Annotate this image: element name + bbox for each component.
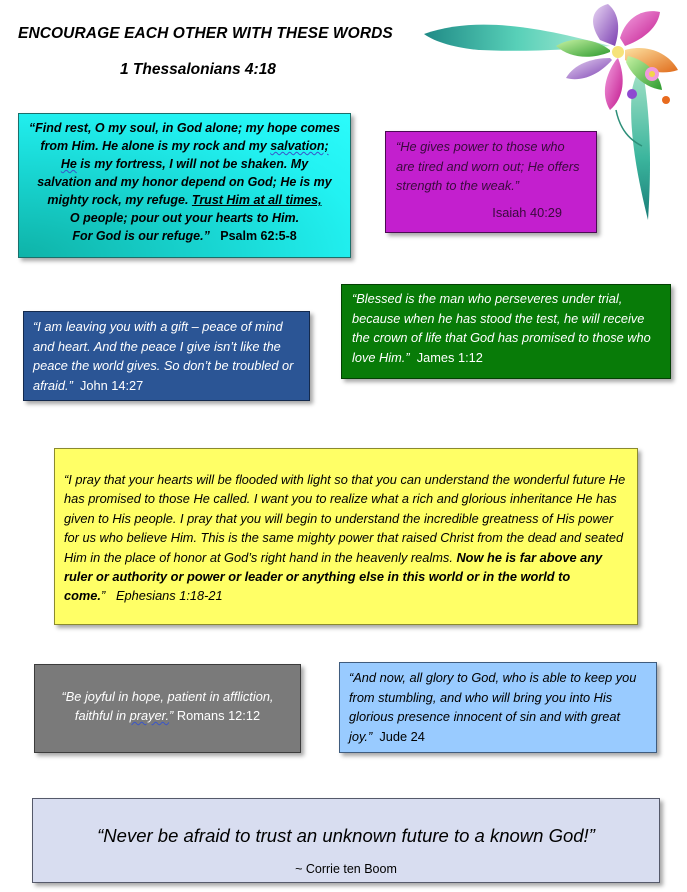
psalm-line-4: salvation and my honor depend on God; He is my [37, 175, 332, 189]
romans-closing-quote: ” [169, 708, 174, 723]
john-verse-text: “I am leaving you with a gift – peace of mind and heart. And the peace I give isn’t like the peace the world gives. So don’t be troubled or afraid.” [33, 319, 294, 393]
psalm-line-3: is my fortress, I will not be shaken. My [76, 157, 309, 171]
ephesians-reference: Ephesians 1:18-21 [115, 588, 223, 604]
closing-quote-text: “Never be afraid to trust an unknown future to a known God!” [97, 825, 595, 846]
psalm-salvation-word: salvation; [270, 139, 329, 153]
james-verse-card [341, 284, 671, 379]
psalm-line-2: from Him. He alone is my rock and my [40, 139, 271, 153]
jude-reference: Jude 24 [379, 728, 425, 744]
jude-verse-text: “And now, all glory to God, who is able to keep you from stumbling, and who will bring you into His glorious presence innocent of sin and with great joy.” [349, 670, 637, 744]
romans-prayer-word: prayer. [129, 708, 170, 723]
james-verse-text: “Blessed is the man who perseveres under trial, because when he has stood the test, he will receive the crown of life that God has promised to those who love Him.” [352, 291, 651, 365]
ephesians-closing-quote: ” [101, 588, 106, 604]
psalm-line-6: O people; pour out your hearts to Him. [69, 211, 300, 225]
psalm-line-7: For God is our refuge.” [72, 229, 210, 243]
psalm-reference: Psalm 62:5-8 [220, 229, 297, 243]
psalm-line-1: “Find rest, O my soul, in God alone; my hope comes [28, 121, 341, 135]
john-verse-card [23, 311, 310, 401]
romans-verse-text: “Be joyful in hope, patient in affliction, faithful in [61, 689, 274, 723]
romans-verse-card [34, 664, 301, 753]
closing-quote-card [32, 798, 660, 883]
psalm-verse-card [18, 113, 351, 258]
isaiah-verse-text: “He gives power to those who are tired and worn out; He offers strength to the weak.” [396, 139, 580, 193]
psalm-trust-phrase: Trust Him at all times, [191, 193, 322, 207]
psalm-he-word: He [60, 157, 77, 171]
romans-reference: Romans 12:12 [176, 708, 261, 723]
james-reference: James 1:12 [416, 349, 483, 365]
isaiah-reference: Isaiah 40:29 [492, 204, 562, 220]
isaiah-verse-card [385, 131, 597, 233]
ephesians-bold-text: Now he is far above any ruler or authority or power or leader or anything else in this world or in the world to come. [64, 549, 603, 604]
john-reference: John 14:27 [79, 377, 144, 393]
ephesians-verse-card [54, 448, 638, 625]
closing-quote-author: ~ Corrie ten Boom [295, 862, 397, 876]
page-subtitle: 1 Thessalonians 4:18 [120, 61, 276, 78]
jude-verse-card [339, 662, 657, 753]
ephesians-verse-text: “I pray that your hearts will be flooded with light so that you can understand the wonderful future He has promised to those He called. I want you to realize what a rich and glorious inheritance He has given to His people. I pray that you will begin to understand the incredible greatness of His power for us who believe Him. This is the same mighty power that raised Christ from the dead and seated Him in the place of honor at God’s right hand in the heavenly realms. [64, 472, 626, 565]
page-title: ENCOURAGE EACH OTHER WITH THESE WORDS [18, 25, 393, 42]
psalm-line-5: mighty rock, my refuge. [47, 193, 192, 207]
